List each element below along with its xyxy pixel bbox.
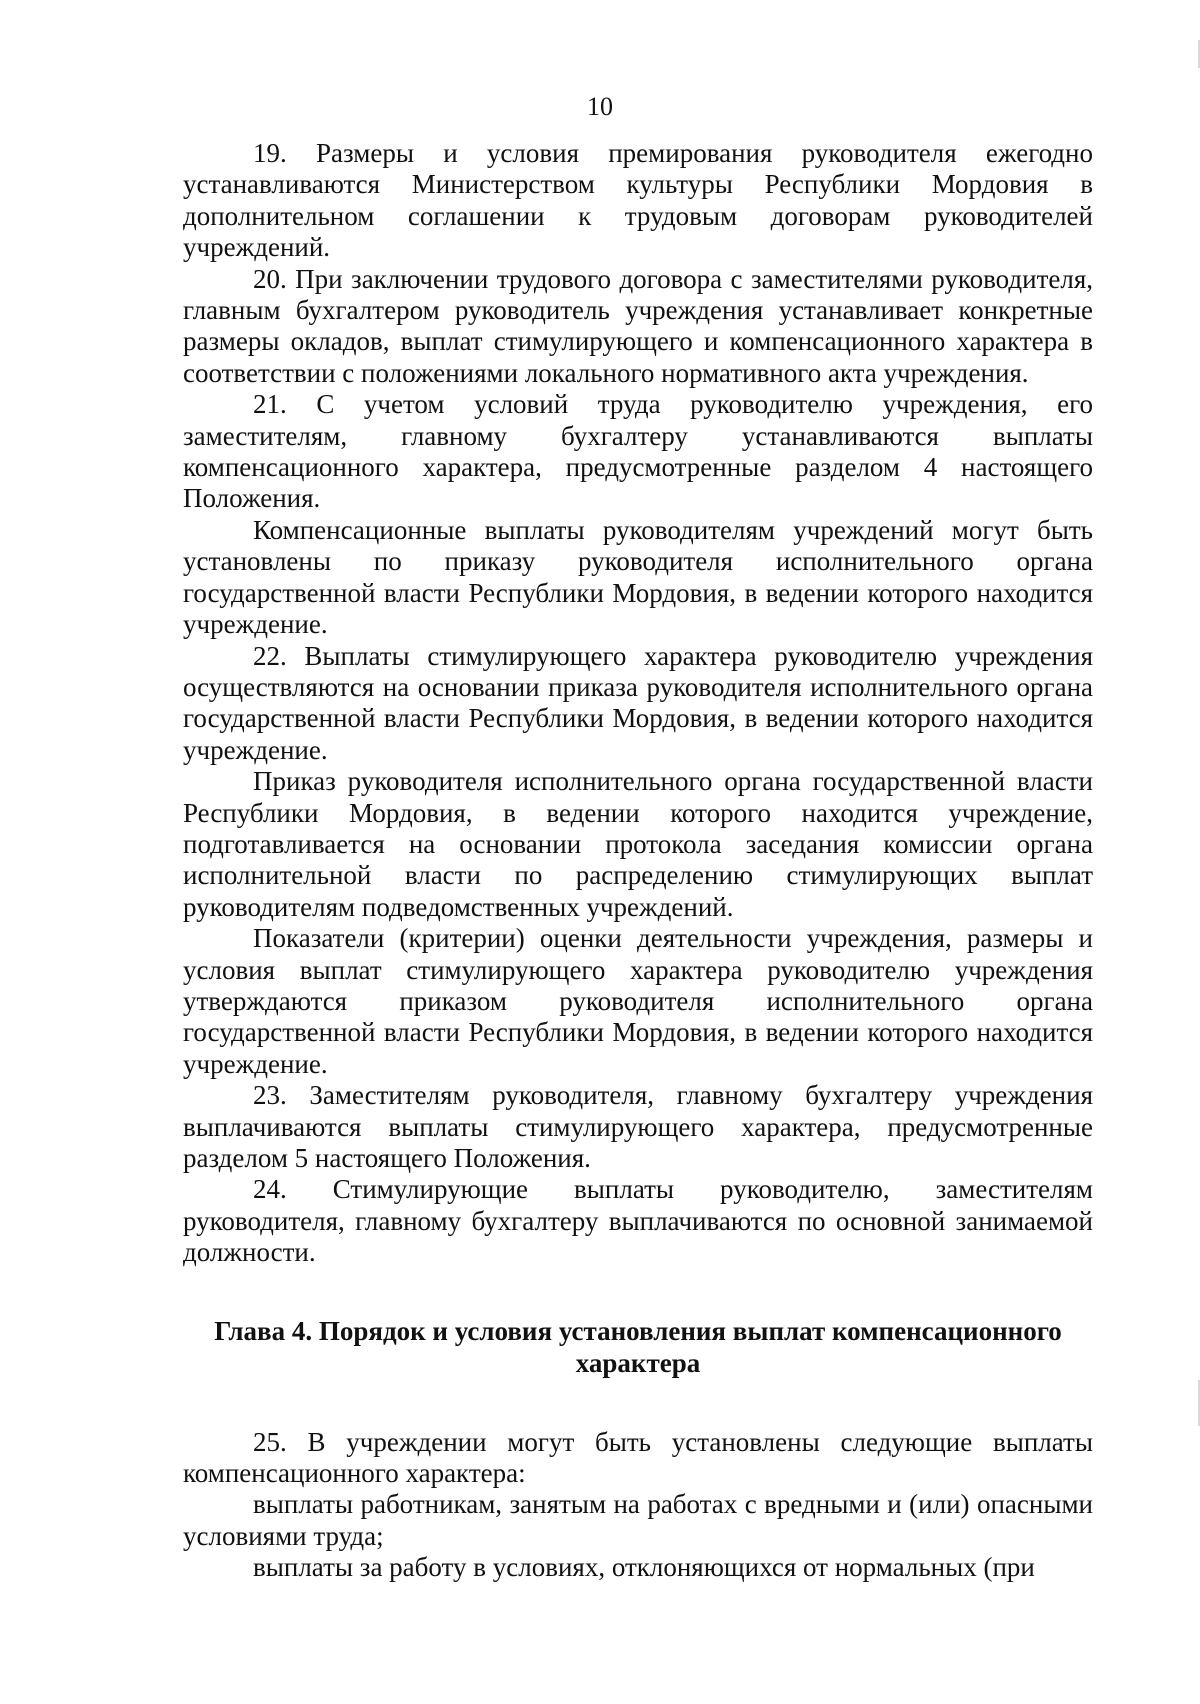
paragraph-22: 22. Выплаты стимулирующего характера руководителю учреждения осуществляются на основании приказа руководителя исполнительного органа государственной власти Республики Мордовия, в ведении которого находится учреждение. <box>183 640 1093 765</box>
paragraph-25-item-harmful: выплаты работникам, занятым на работах с вредными и (или) опасными условиями труда; <box>183 1489 1093 1551</box>
paragraph-25-item-abnormal: выплаты за работу в условиях, отклоняющихся от нормальных (при <box>253 1552 1035 1583</box>
paragraph-22-order: Приказ руководителя исполнительного органа государственной власти Республики Мордовия, в ведении которого находится учреждение, подготавливается на основании протокола заседания комиссии органа исполнительной власти по распределению стимулирующих выплат руководителям подведомственных учреждений. <box>183 766 1093 922</box>
paragraph-25: 25. В учреждении могут быть установлены следующие выплаты компенсационного характера: <box>183 1426 1093 1489</box>
paragraph-22-criteria: Показатели (критерии) оценки деятельности учреждения, размеры и условия выплат стимулирующего характера руководителю учреждения утверждаются приказом руководителя исполнительного органа государственной власти Республики Мордовия, в ведении которого находится учреждение. <box>183 923 1093 1079</box>
document-body <box>183 138 1093 1584</box>
page-number: 10 <box>587 92 613 121</box>
paragraph-19: 19. Размеры и условия премирования руководителя ежегодно устанавливаются Министерством культуры Республики Мордовия в дополнительном соглашении к трудовым договорам руководителей учреждений. <box>183 138 1093 263</box>
paragraph-23: 23. Заместителям руководителя, главному бухгалтеру учреждения выплачиваются выплаты стимулирующего характера, предусмотренные разделом 5 настоящего Положения. <box>183 1080 1093 1173</box>
paragraph-21: 21. С учетом условий труда руководителю учреждения, его заместителям, главному бухгалтеру устанавливаются выплаты компенсационного характера, предусмотренные разделом 4 настоящего Положения. <box>183 389 1093 514</box>
chapter-title: Глава 4. Порядок и условия установления выплат компенсационного характера <box>214 1315 1062 1378</box>
paragraph-24: 24. Стимулирующие выплаты руководителю, заместителям руководителя, главному бухгалтеру выплачиваются по основной занимаемой должности. <box>183 1174 1093 1268</box>
paragraph-21-compensation: Компенсационные выплаты руководителям учреждений могут быть установлены по приказу руководителя исполнительного органа государственной власти Республики Мордовия, в ведении которого находится учреждение. <box>183 514 1093 640</box>
paragraph-20: 20. При заключении трудового договора с заместителями руководителя, главным бухгалтером руководитель учреждения устанавливает конкретные размеры окладов, выплат стимулирующего и компенсационного характера в соответствии с положениями локального нормативного акта учреждения. <box>183 263 1093 388</box>
